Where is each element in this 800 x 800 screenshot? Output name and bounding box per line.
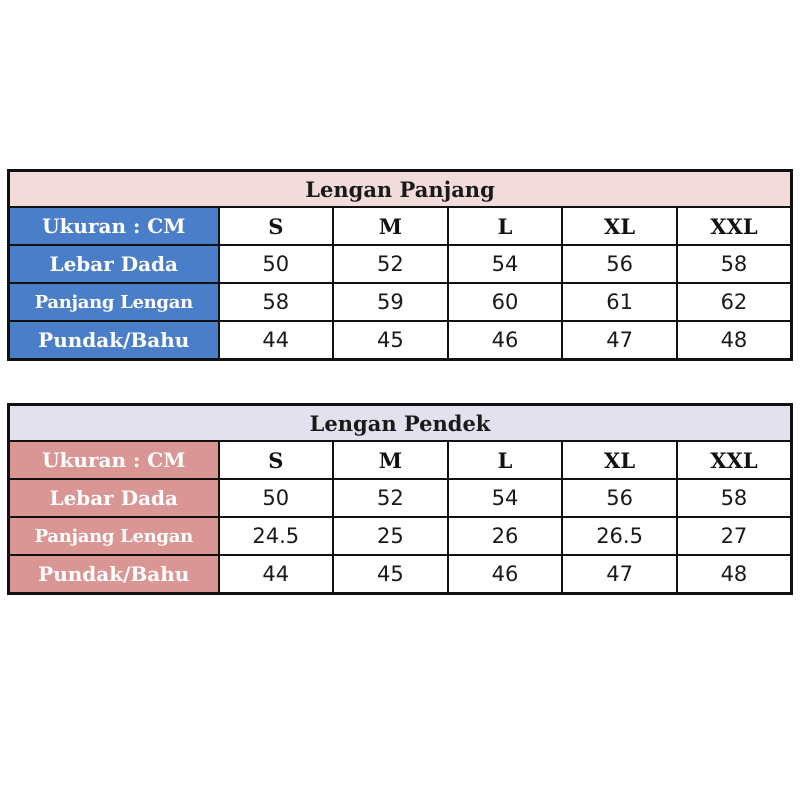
- size-header-row: [9, 207, 792, 245]
- value-cell: 47: [562, 321, 677, 360]
- size-header-cell: XL: [562, 441, 677, 479]
- value-cell: 61: [562, 283, 677, 321]
- value-cell: 27: [677, 517, 792, 555]
- long-sleeve-size-table: [7, 169, 793, 361]
- value-cell: 25: [333, 517, 448, 555]
- value-cell: 44: [219, 555, 334, 594]
- value-cell: 45: [333, 321, 448, 360]
- size-header-cell: M: [333, 441, 448, 479]
- value-cell: 45: [333, 555, 448, 594]
- size-header-cell: XL: [562, 207, 677, 245]
- table-title-row: [9, 405, 792, 442]
- row-label-panjang-lengan: Panjang Lengan: [9, 517, 219, 555]
- table-title: Lengan Pendek: [9, 405, 792, 442]
- value-cell: 54: [448, 479, 563, 517]
- value-cell: 24.5: [219, 517, 334, 555]
- row-label-pundak-bahu: Pundak/Bahu: [9, 555, 219, 594]
- size-header-cell: S: [219, 441, 334, 479]
- value-cell: 58: [677, 479, 792, 517]
- table-title-row: [9, 171, 792, 208]
- size-unit-label: Ukuran : CM: [9, 207, 219, 245]
- table-row: [9, 555, 792, 594]
- value-cell: 58: [219, 283, 334, 321]
- size-header-row: [9, 441, 792, 479]
- row-label-panjang-lengan: Panjang Lengan: [9, 283, 219, 321]
- value-cell: 26.5: [562, 517, 677, 555]
- table-row: [9, 321, 792, 360]
- value-cell: 52: [333, 479, 448, 517]
- size-header-cell: L: [448, 207, 563, 245]
- row-label-lebar-dada: Lebar Dada: [9, 479, 219, 517]
- value-cell: 48: [677, 555, 792, 594]
- row-label-pundak-bahu: Pundak/Bahu: [9, 321, 219, 360]
- size-header-cell: S: [219, 207, 334, 245]
- value-cell: 47: [562, 555, 677, 594]
- value-cell: 26: [448, 517, 563, 555]
- table-row: [9, 517, 792, 555]
- size-unit-label: Ukuran : CM: [9, 441, 219, 479]
- table-title: Lengan Panjang: [9, 171, 792, 208]
- size-header-cell: XXL: [677, 441, 792, 479]
- value-cell: 52: [333, 245, 448, 283]
- value-cell: 46: [448, 321, 563, 360]
- value-cell: 58: [677, 245, 792, 283]
- value-cell: 62: [677, 283, 792, 321]
- short-sleeve-size-table: [7, 403, 793, 595]
- table-row: [9, 245, 792, 283]
- value-cell: 50: [219, 479, 334, 517]
- value-cell: 50: [219, 245, 334, 283]
- value-cell: 56: [562, 479, 677, 517]
- value-cell: 54: [448, 245, 563, 283]
- value-cell: 56: [562, 245, 677, 283]
- table-row: [9, 283, 792, 321]
- value-cell: 44: [219, 321, 334, 360]
- row-label-lebar-dada: Lebar Dada: [9, 245, 219, 283]
- value-cell: 46: [448, 555, 563, 594]
- size-header-cell: M: [333, 207, 448, 245]
- value-cell: 59: [333, 283, 448, 321]
- value-cell: 48: [677, 321, 792, 360]
- table-row: [9, 479, 792, 517]
- value-cell: 60: [448, 283, 563, 321]
- size-header-cell: L: [448, 441, 563, 479]
- size-header-cell: XXL: [677, 207, 792, 245]
